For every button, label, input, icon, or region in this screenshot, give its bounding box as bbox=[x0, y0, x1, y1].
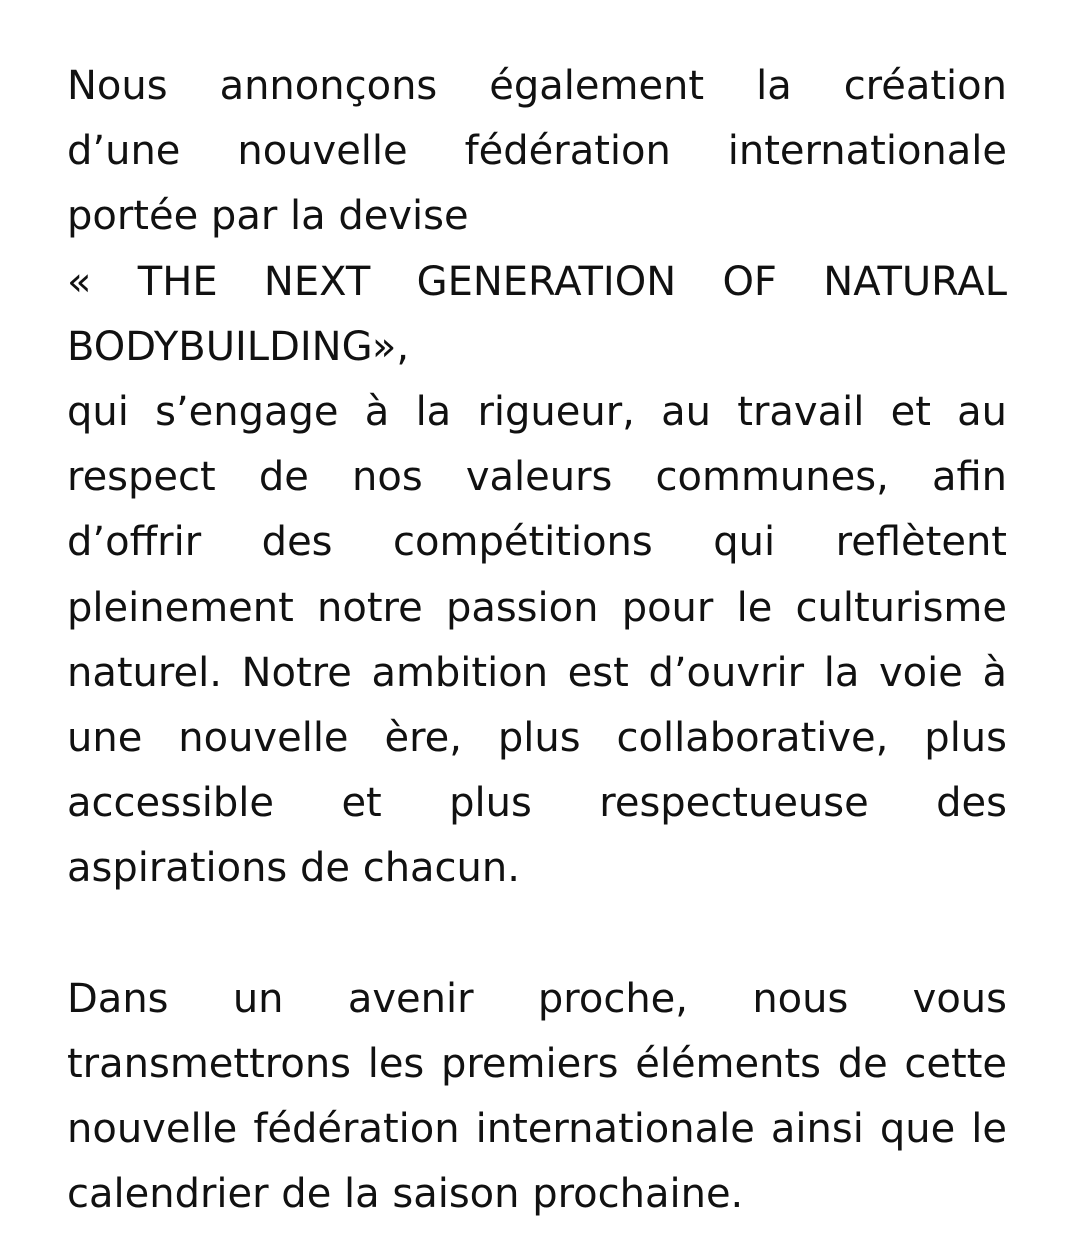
text-line: naturel. Notre ambition est d’ouvrir la voie à bbox=[67, 649, 1007, 696]
text-line: pleinement notre passion pour le culturisme bbox=[67, 584, 1007, 631]
text-line: « THE NEXT GENERATION OF NATURAL bbox=[67, 258, 1007, 305]
text-line: BODYBUILDING», bbox=[67, 323, 410, 370]
text-line: aspirations de chacun. bbox=[67, 845, 520, 892]
text-line: accessible et plus respectueuse des bbox=[67, 780, 1007, 827]
paragraph-spacer bbox=[67, 901, 1007, 966]
article-text bbox=[67, 54, 1007, 1227]
text-line: Dans un avenir proche, nous vous bbox=[67, 975, 1007, 1022]
paragraph-announcement bbox=[67, 54, 1007, 901]
paragraph-upcoming bbox=[67, 967, 1007, 1228]
text-line: d’une nouvelle fédération internationale bbox=[67, 128, 1007, 175]
text-line: qui s’engage à la rigueur, au travail et au bbox=[67, 388, 1007, 435]
text-line: respect de nos valeurs communes, afin bbox=[67, 454, 1007, 501]
text-line: nouvelle fédération internationale ainsi que le bbox=[67, 1106, 1007, 1152]
text-line: une nouvelle ère, plus collaborative, plus bbox=[67, 714, 1007, 761]
text-line: d’offrir des compétitions qui reflètent bbox=[67, 519, 1007, 566]
text-line: transmettrons les premiers éléments de cette bbox=[67, 1040, 1007, 1087]
text-line: calendrier de la saison prochaine. bbox=[67, 1171, 744, 1218]
text-line: Nous annonçons également la création bbox=[67, 63, 1007, 109]
text-line: portée par la devise bbox=[67, 193, 469, 240]
